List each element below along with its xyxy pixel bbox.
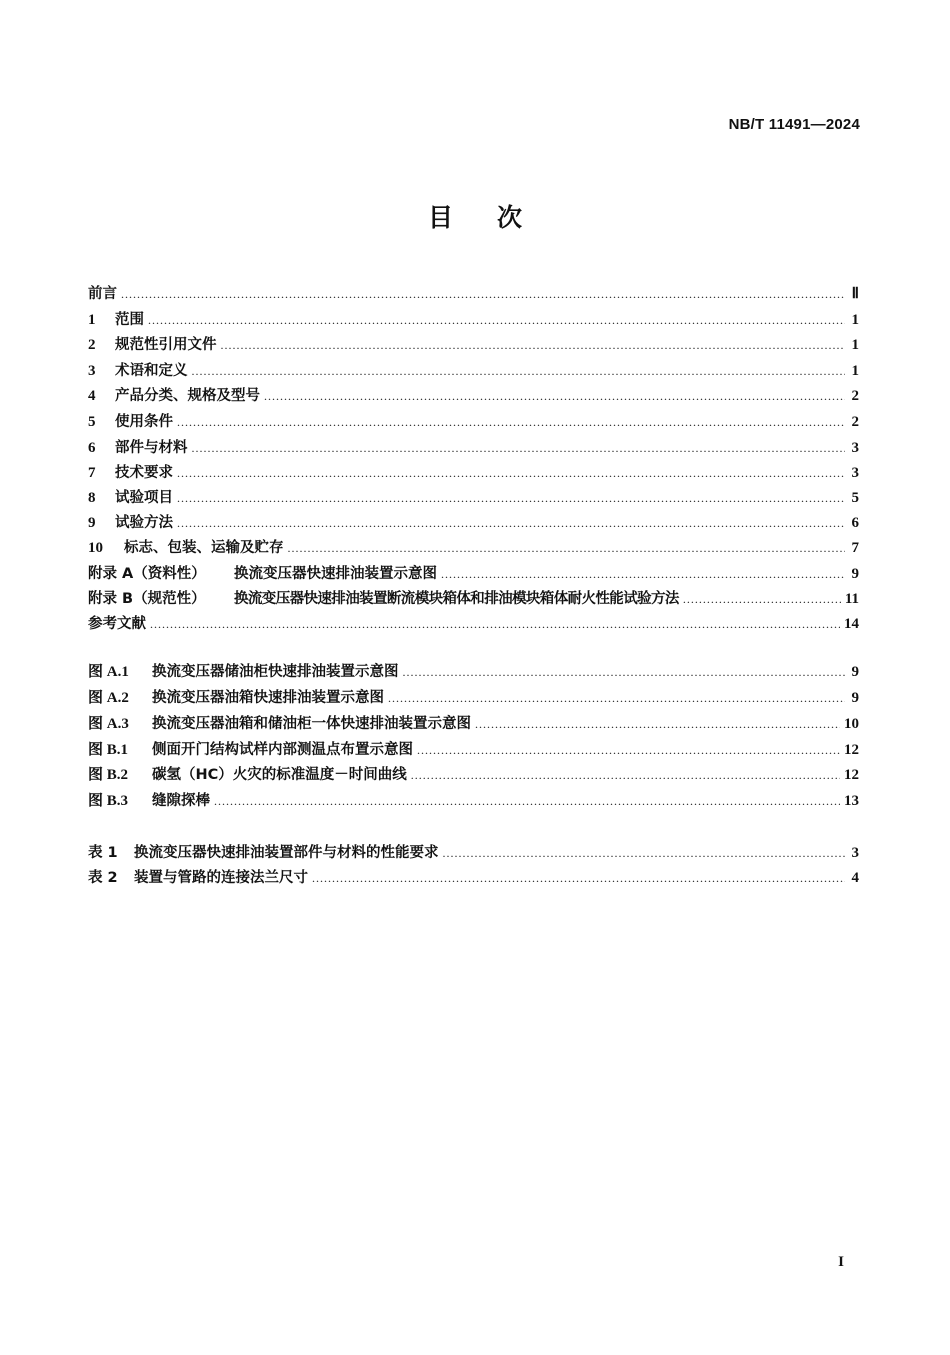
figure-number: 图 A.3 [88,716,129,732]
toc-entry-references[interactable] [88,612,859,634]
toc-label: 使用条件 [115,414,173,430]
page-title: 目次 [427,203,566,232]
toc-number: 附录 A（资料性） [88,566,206,582]
toc-page: 3 [851,440,859,456]
toc-entry-9[interactable] [88,511,859,533]
toc-entry-5[interactable] [88,410,859,432]
leader-dots [177,415,845,430]
toc-label: 规范性引用文件 [115,337,217,353]
figure-label: 换流变压器储油柜快速排油装置示意图 [152,664,399,680]
figure-entry-a3[interactable] [88,712,859,734]
toc-number: 5 [88,414,96,430]
toc-entry-8[interactable] [88,486,859,508]
table-page: 3 [851,845,859,861]
toc-page: 1 [851,312,859,328]
leader-dots [214,794,840,809]
figure-entry-b1[interactable] [88,738,859,760]
leader-dots [177,466,845,481]
leader-dots [411,768,840,783]
toc-label: 部件与材料 [115,440,188,456]
leader-dots [288,541,846,556]
toc-label: 范围 [115,312,144,328]
toc-page: 11 [844,591,859,607]
toc-page: 2 [851,388,859,404]
toc-page: 9 [851,566,859,582]
toc-number: 2 [88,337,96,353]
toc-number: 7 [88,465,96,481]
leader-dots [264,389,845,404]
figure-page: 9 [851,664,859,680]
figure-page: 10 [844,716,859,732]
toc-label: 前言 [88,286,117,302]
leader-dots [150,617,840,632]
toc-entry-appendix-b[interactable] [88,587,859,609]
leader-dots [192,441,846,456]
leader-dots [192,364,846,379]
figure-page: 13 [844,793,859,809]
toc-label: 换流变压器快速排油装置断流模块箱体和排油模块箱体耐火性能试验方法 [234,591,679,607]
toc-label: 换流变压器快速排油装置示意图 [234,566,437,582]
figure-label: 换流变压器油箱快速排油装置示意图 [152,690,384,706]
toc-number: 4 [88,388,96,404]
figure-entry-b3[interactable] [88,789,859,811]
leader-dots [148,313,845,328]
toc-page: 5 [851,490,859,506]
toc-entry-6[interactable] [88,436,859,458]
toc-page: Ⅱ [851,286,859,302]
figure-page: 12 [844,767,859,783]
toc-entry-appendix-a[interactable] [88,562,859,584]
table-number: 表 2 [88,870,118,886]
table-label: 装置与管路的连接法兰尺寸 [134,870,308,886]
figure-number: 图 B.1 [88,742,129,758]
toc-number: 6 [88,440,96,456]
toc-entry-10[interactable] [88,536,859,558]
figure-entry-b2[interactable] [88,763,859,785]
leader-dots [475,717,840,732]
toc-number: 9 [88,515,96,531]
figure-page: 9 [851,690,859,706]
leader-dots [177,516,845,531]
table-entry-2[interactable] [88,866,859,888]
table-entry-1[interactable] [88,841,859,863]
leader-dots [221,338,846,353]
toc-label: 试验项目 [115,490,173,506]
toc-entry-7[interactable] [88,461,859,483]
toc-page: 1 [851,363,859,379]
toc-label: 技术要求 [115,465,173,481]
toc-number: 1 [88,312,96,328]
toc-page: 1 [851,337,859,353]
toc-number: 8 [88,490,96,506]
toc-entry-3[interactable] [88,359,859,381]
toc-entry-4[interactable] [88,384,859,406]
figure-label: 侧面开门结构试样内部测温点布置示意图 [152,742,413,758]
leader-dots [417,743,840,758]
toc-page: 14 [844,616,859,632]
toc-label: 产品分类、规格及型号 [115,388,260,404]
toc-page: 7 [851,540,859,556]
leader-dots [443,846,846,861]
toc-number: 附录 B（规范性） [88,591,206,607]
figure-page: 12 [844,742,859,758]
table-page: 4 [851,870,859,886]
figure-number: 图 B.2 [88,767,129,783]
toc-entry-foreword[interactable] [88,282,859,304]
toc-page: 2 [851,414,859,430]
toc-number: 3 [88,363,96,379]
leader-dots [441,567,845,582]
figure-number: 图 B.3 [88,793,129,809]
toc-entry-2[interactable] [88,333,859,355]
toc-label: 参考文献 [88,616,146,632]
leader-dots [121,287,845,302]
leader-dots [403,665,846,680]
toc-page: 3 [851,465,859,481]
figure-label: 碳氢（HC）火灾的标准温度－时间曲线 [152,767,407,783]
page-number: I [838,1254,844,1270]
table-number: 表 1 [88,845,118,861]
leader-dots [177,491,845,506]
figure-entry-a1[interactable] [88,660,859,682]
leader-dots [683,592,841,607]
figure-label: 换流变压器油箱和储油柜一体快速排油装置示意图 [152,716,471,732]
table-label: 换流变压器快速排油装置部件与材料的性能要求 [134,845,439,861]
toc-entry-1[interactable] [88,308,859,330]
toc-number: 10 [88,540,103,556]
toc-label: 术语和定义 [115,363,188,379]
toc-page: 6 [851,515,859,531]
figure-number: 图 A.2 [88,690,129,706]
toc-label: 试验方法 [115,515,173,531]
figure-number: 图 A.1 [88,664,129,680]
leader-dots [312,871,845,886]
figure-entry-a2[interactable] [88,686,859,708]
standard-code: NB/T 11491—2024 [728,116,860,133]
figure-label: 缝隙探棒 [152,793,210,809]
toc-label: 标志、包装、运输及贮存 [124,540,284,556]
leader-dots [388,691,845,706]
